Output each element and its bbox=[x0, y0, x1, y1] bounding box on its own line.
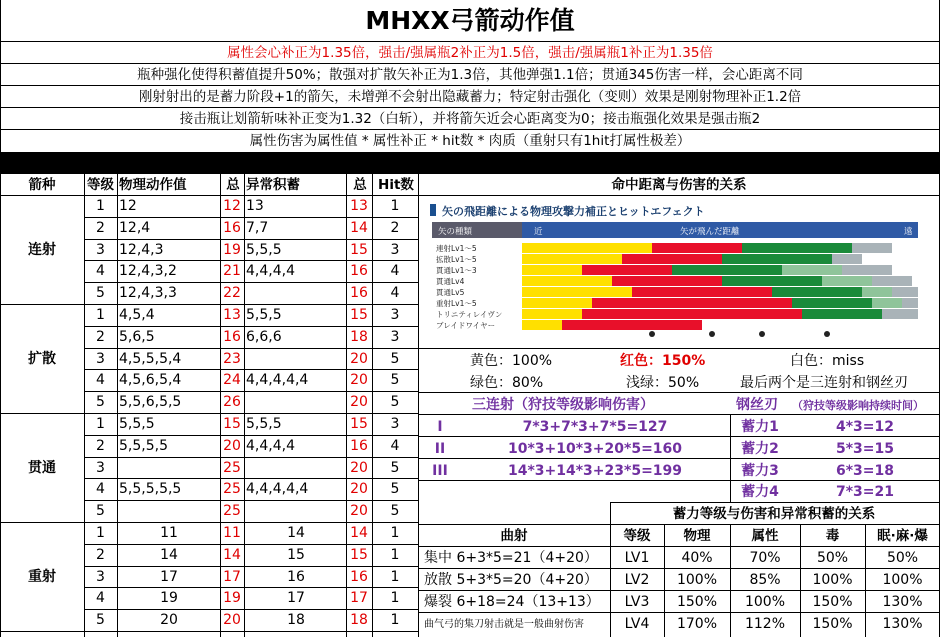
row-line bbox=[84, 348, 418, 349]
row-line bbox=[84, 260, 418, 261]
row-level: 5 bbox=[96, 285, 105, 302]
grid-line bbox=[117, 173, 118, 637]
row-total: 16 bbox=[223, 328, 241, 345]
charge-cell: LV4 bbox=[624, 616, 650, 632]
note-4: 接击瓶让划箭斩味补正变为1.32（白斩），并将箭矢近会心距离变为0；接击瓶强化效果是强击瓶2 bbox=[179, 111, 761, 127]
chart-row-label: 貫通Lv1〜3 bbox=[436, 266, 477, 275]
row-line bbox=[84, 478, 418, 479]
row-buildup: 13 bbox=[246, 198, 264, 214]
grid-line bbox=[418, 524, 940, 525]
charge-cell: 150% bbox=[812, 616, 853, 632]
grid-line bbox=[418, 546, 940, 547]
row-level: 4 bbox=[96, 481, 105, 498]
charge-cell: 150% bbox=[676, 594, 718, 610]
row-line bbox=[84, 369, 418, 370]
row-total2: 14 bbox=[350, 219, 368, 236]
header-distance: 命中距离与伤害的关系 bbox=[611, 177, 747, 193]
chart-near: 近 bbox=[534, 227, 543, 237]
row-line bbox=[84, 217, 418, 218]
row-hits: 1 bbox=[390, 590, 400, 607]
grid-line bbox=[418, 568, 940, 569]
chart-segment-gray bbox=[892, 287, 918, 297]
chart-dot bbox=[824, 331, 830, 337]
row-hits: 5 bbox=[390, 350, 400, 367]
grid-line bbox=[610, 502, 611, 637]
row-motion: 11 bbox=[160, 525, 178, 541]
chart-segment-green bbox=[742, 243, 852, 253]
chart-segment-gray bbox=[842, 265, 892, 275]
chart-segment-lightgreen bbox=[782, 265, 842, 275]
charge-cell: 130% bbox=[882, 594, 923, 610]
row-level: 5 bbox=[96, 612, 105, 629]
row-level: 5 bbox=[96, 394, 105, 411]
chart-segment-red bbox=[582, 265, 672, 275]
row-hits: 3 bbox=[390, 241, 400, 258]
grid-line bbox=[220, 173, 221, 637]
wire-label-3: 蓄力3 bbox=[741, 463, 779, 479]
row-buildup: 5,5,5 bbox=[246, 416, 282, 432]
chart-segment-gray bbox=[902, 298, 918, 308]
curve-row-3: 爆裂 6+18=24（13+13） bbox=[424, 594, 600, 610]
row-hits: 4 bbox=[390, 285, 400, 302]
charge-cell: 等级 bbox=[623, 528, 651, 544]
chart-segment-yellow bbox=[522, 287, 632, 297]
row-motion: 5,5,5 bbox=[119, 416, 155, 432]
row-hits: 4 bbox=[390, 263, 400, 280]
row-total: 23 bbox=[223, 350, 241, 367]
charge-cell: 50% bbox=[816, 550, 849, 566]
row-total2: 14 bbox=[350, 525, 368, 541]
row-motion: 5,5,5,5,5 bbox=[119, 481, 182, 498]
charge-cell: LV1 bbox=[624, 550, 650, 566]
row-motion: 12,4 bbox=[119, 219, 151, 236]
row-motion: 4,5,6,5,4 bbox=[119, 372, 182, 389]
row-total: 26 bbox=[223, 394, 241, 411]
triple-shot-title: 三连射（狩技等级影响伤害） bbox=[472, 397, 654, 413]
curve-row-4: 曲气弓的集刀射击就是一般曲射伤害 bbox=[424, 619, 584, 630]
row-buildup: 18 bbox=[287, 612, 305, 629]
row-total2: 20 bbox=[350, 350, 368, 367]
wire-value-2: 5*3=15 bbox=[835, 441, 895, 457]
row-level: 2 bbox=[96, 328, 105, 345]
wire-label-2: 蓄力2 bbox=[741, 441, 779, 457]
charge-cell: 100% bbox=[676, 572, 718, 588]
row-level: 4 bbox=[96, 590, 105, 607]
chart-header: 矢の飛距離による物理攻撃力補正とヒットエフェクト bbox=[442, 205, 705, 218]
wire-label-1: 蓄力1 bbox=[741, 419, 779, 435]
separator-band bbox=[0, 153, 940, 173]
row-total: 11 bbox=[223, 525, 241, 541]
row-total: 20 bbox=[223, 612, 241, 629]
chart-segment-red bbox=[612, 276, 722, 286]
chart-row-label: ブレイドワイヤー bbox=[436, 321, 496, 330]
group-name: 连射 bbox=[28, 241, 56, 258]
row-motion: 4,5,4 bbox=[119, 307, 155, 323]
row-total2: 15 bbox=[350, 416, 368, 432]
charge-cell: LV3 bbox=[624, 594, 650, 610]
charge-cell: 70% bbox=[749, 550, 781, 566]
grid-line bbox=[0, 129, 940, 130]
row-total: 21 bbox=[223, 263, 241, 280]
row-level: 1 bbox=[96, 307, 105, 323]
chart-segment-red bbox=[562, 320, 702, 330]
header-buildup: 异常积蓄 bbox=[246, 177, 300, 193]
triple-formula-3: 14*3+14*3+23*5=199 bbox=[507, 463, 683, 479]
row-motion: 12,4,3,2 bbox=[119, 263, 177, 280]
row-total2: 16 bbox=[350, 568, 368, 585]
charge-cell: 50% bbox=[886, 550, 919, 566]
curve-row-1: 集中 6+3*5=21（4+20） bbox=[424, 550, 598, 566]
row-motion: 4,5,5,5,4 bbox=[119, 350, 182, 367]
row-buildup: 4,4,4,4 bbox=[246, 263, 295, 280]
note-5: 属性伤害为属性值 * 属性补正 * hit数 * 肉质（重射只有1hit打属性极差） bbox=[249, 133, 691, 149]
triple-formula-2: 10*3+10*3+20*5=160 bbox=[507, 441, 683, 457]
chart-segment-lightgreen bbox=[872, 298, 902, 308]
chart-row-label: 貫通Lv5 bbox=[436, 288, 465, 297]
row-total2: 13 bbox=[350, 198, 368, 214]
grid-line bbox=[730, 414, 731, 502]
chart-segment-yellow bbox=[522, 309, 582, 319]
grid-line bbox=[664, 524, 665, 637]
chart-col-header: 矢の種類 bbox=[438, 227, 473, 237]
row-level: 2 bbox=[96, 437, 105, 454]
chart-dot bbox=[759, 331, 765, 337]
note-3: 刚射射出的是蓄力阶段+1的箭矢，未增弹不会射出隐藏蓄力；特定射击强化（变则）效果是刚射物理补正1.2倍 bbox=[138, 89, 802, 105]
chart-row-label: トリニティレイヴン bbox=[436, 310, 503, 319]
row-hits: 3 bbox=[390, 416, 400, 432]
row-level: 5 bbox=[96, 503, 105, 520]
grid-line bbox=[84, 173, 85, 637]
chart-mid: 矢が飛んだ距離 bbox=[680, 227, 740, 237]
row-hits: 3 bbox=[390, 307, 400, 323]
chart-segment-gray bbox=[832, 254, 862, 264]
row-line bbox=[84, 435, 418, 436]
row-level: 4 bbox=[96, 263, 105, 280]
row-total2: 16 bbox=[350, 437, 368, 454]
chart-segment-yellow bbox=[522, 320, 562, 330]
row-level: 1 bbox=[96, 525, 105, 541]
grid-line bbox=[730, 524, 731, 637]
row-total2: 15 bbox=[350, 546, 368, 563]
grid-line bbox=[0, 63, 940, 64]
charge-cell: 85% bbox=[749, 572, 781, 588]
header-total: 总 bbox=[226, 177, 240, 193]
row-total: 16 bbox=[223, 219, 241, 236]
chart-segment-red bbox=[652, 243, 742, 253]
row-level: 2 bbox=[96, 546, 105, 563]
charge-cell: 物理 bbox=[683, 528, 711, 544]
group-name: 扩散 bbox=[28, 350, 56, 367]
charge-cell: 150% bbox=[812, 594, 853, 610]
group-line bbox=[0, 413, 418, 414]
legend-green: 绿色：80% bbox=[470, 375, 544, 391]
triple-lv-3: III bbox=[432, 463, 448, 479]
legend-lightgreen: 浅绿：50% bbox=[626, 375, 700, 391]
chart-segment-yellow bbox=[522, 276, 612, 286]
row-total: 19 bbox=[223, 590, 241, 607]
grid-line bbox=[418, 612, 940, 613]
row-motion: 14 bbox=[160, 546, 178, 563]
grid-line bbox=[418, 392, 940, 393]
chart-row-label: 連射Lv1〜5 bbox=[436, 244, 477, 253]
legend-white: 白色：miss bbox=[790, 353, 865, 369]
chart-segment-yellow bbox=[522, 298, 592, 308]
chart-segment-green bbox=[772, 287, 862, 297]
row-total2: 17 bbox=[350, 590, 368, 607]
chart-segment-gray bbox=[852, 243, 892, 253]
row-level: 4 bbox=[96, 372, 105, 389]
row-level: 3 bbox=[96, 568, 105, 585]
chart-dot bbox=[709, 331, 715, 337]
note-1: 属性会心补正为1.35倍，强击/强属瓶2补正为1.5倍，强击/强属瓶1补正为1.35倍 bbox=[227, 45, 713, 61]
chart-segment-red bbox=[592, 298, 792, 308]
charge-cell: LV2 bbox=[624, 572, 650, 588]
header-level: 等级 bbox=[87, 177, 114, 193]
row-level: 1 bbox=[96, 416, 105, 432]
charge-cell: 112% bbox=[744, 616, 786, 632]
row-level: 3 bbox=[96, 350, 105, 367]
triple-lv-1: I bbox=[437, 419, 443, 435]
charge-cell: 170% bbox=[676, 616, 718, 632]
row-line bbox=[84, 544, 418, 545]
chart-segment-green bbox=[722, 276, 822, 286]
charge-cell: 100% bbox=[744, 594, 786, 610]
row-total: 25 bbox=[223, 503, 241, 520]
row-line bbox=[84, 326, 418, 327]
row-line bbox=[84, 391, 418, 392]
chart-segment-red bbox=[582, 309, 802, 319]
legend-red: 红色：150% bbox=[620, 353, 706, 369]
row-total: 15 bbox=[223, 416, 241, 432]
row-hits: 5 bbox=[390, 459, 400, 476]
chart-row-label: 重射Lv1〜5 bbox=[436, 299, 477, 308]
row-line bbox=[84, 239, 418, 240]
row-motion: 12 bbox=[119, 198, 137, 214]
chart-segment-green bbox=[722, 254, 832, 264]
grid-line bbox=[865, 524, 866, 637]
chart-segment-red bbox=[632, 287, 772, 297]
triple-lv-2: II bbox=[434, 441, 446, 457]
chart-dot bbox=[649, 331, 655, 337]
header-total2: 总 bbox=[353, 177, 367, 193]
chart-segment-red bbox=[622, 254, 722, 264]
header-hits: Hit数 bbox=[378, 177, 414, 193]
grid-line bbox=[0, 195, 940, 196]
row-hits: 5 bbox=[390, 372, 400, 389]
row-buildup: 5,5,5 bbox=[246, 241, 282, 258]
row-motion: 5,5,6,5,5 bbox=[119, 394, 182, 411]
row-total: 25 bbox=[223, 459, 241, 476]
grid-line bbox=[0, 173, 940, 174]
grid-line bbox=[418, 414, 940, 415]
chart-segment-green bbox=[802, 309, 882, 319]
row-motion: 12,4,3,3 bbox=[119, 285, 177, 302]
group-name: 重射 bbox=[28, 568, 56, 585]
grid-line bbox=[418, 348, 940, 349]
legend-last: 最后两个是三连射和钢丝刃 bbox=[740, 375, 908, 391]
row-total2: 20 bbox=[350, 372, 368, 389]
row-total2: 20 bbox=[350, 503, 368, 520]
row-hits: 1 bbox=[390, 612, 400, 629]
row-motion: 17 bbox=[160, 568, 178, 585]
legend-yellow: 黄色：100% bbox=[470, 353, 553, 369]
row-level: 3 bbox=[96, 459, 105, 476]
row-line bbox=[84, 587, 418, 588]
row-hits: 1 bbox=[390, 525, 400, 541]
row-hits: 4 bbox=[390, 437, 400, 454]
wire-title: 钢丝刃 bbox=[736, 397, 778, 413]
header-motion: 物理动作值 bbox=[119, 177, 187, 193]
row-level: 3 bbox=[96, 241, 105, 258]
curve-row-2: 放散 5+3*5=20（4+20） bbox=[424, 572, 598, 588]
row-total2: 15 bbox=[350, 307, 368, 323]
group-line bbox=[0, 631, 418, 632]
row-hits: 1 bbox=[390, 198, 400, 214]
row-line bbox=[84, 500, 418, 501]
row-total2: 20 bbox=[350, 459, 368, 476]
row-hits: 5 bbox=[390, 481, 400, 498]
wire-value-3: 6*3=18 bbox=[835, 463, 895, 479]
triple-formula-1: 7*3+7*3+7*5=127 bbox=[522, 419, 668, 435]
row-total: 19 bbox=[223, 241, 241, 258]
row-motion: 12,4,3 bbox=[119, 241, 164, 258]
row-hits: 1 bbox=[390, 546, 400, 563]
page-title: MHXX弓箭动作值 bbox=[365, 6, 575, 35]
grid-line bbox=[418, 480, 940, 481]
grid-line bbox=[0, 107, 940, 108]
row-buildup: 16 bbox=[287, 568, 305, 585]
row-total: 12 bbox=[223, 198, 241, 214]
row-total: 13 bbox=[223, 307, 241, 323]
row-line bbox=[84, 609, 418, 610]
row-total2: 20 bbox=[350, 481, 368, 498]
row-total2: 18 bbox=[350, 328, 368, 345]
charge-title: 蓄力等级与伤害和异常积蓄的关系 bbox=[672, 506, 876, 522]
row-motion: 19 bbox=[160, 590, 178, 607]
row-buildup: 15 bbox=[287, 546, 305, 563]
row-line bbox=[84, 566, 418, 567]
row-total2: 15 bbox=[350, 241, 368, 258]
row-hits: 5 bbox=[390, 503, 400, 520]
grid-line bbox=[0, 0, 1, 637]
grid-line bbox=[372, 173, 373, 637]
row-motion: 5,5,5,5 bbox=[119, 437, 168, 454]
curve-title: 曲射 bbox=[500, 528, 528, 544]
row-buildup: 4,4,4,4,4 bbox=[246, 372, 309, 389]
row-total: 24 bbox=[223, 372, 241, 389]
chart-header-marker bbox=[430, 204, 436, 216]
row-total2: 16 bbox=[350, 263, 368, 280]
row-total2: 18 bbox=[350, 612, 368, 629]
chart-far: 遠 bbox=[904, 227, 913, 237]
group-line bbox=[0, 522, 418, 523]
wire-value-1: 4*3=12 bbox=[835, 419, 895, 435]
row-motion: 20 bbox=[160, 612, 178, 629]
row-motion: 5,6,5 bbox=[119, 328, 155, 345]
grid-line bbox=[0, 41, 940, 42]
chart-segment-lightgreen bbox=[862, 287, 892, 297]
row-total: 22 bbox=[223, 285, 241, 302]
wire-subtitle: （狩技等级影响持续时间） bbox=[792, 399, 924, 412]
grid-line bbox=[346, 173, 347, 637]
chart-segment-green bbox=[792, 298, 872, 308]
row-hits: 3 bbox=[390, 328, 400, 345]
row-line bbox=[84, 457, 418, 458]
grid-line bbox=[418, 436, 940, 437]
row-line bbox=[84, 282, 418, 283]
row-hits: 5 bbox=[390, 394, 400, 411]
charge-cell: 眠·麻·爆 bbox=[877, 528, 928, 544]
grid-line bbox=[0, 152, 940, 153]
grid-line bbox=[610, 502, 940, 503]
grid-line bbox=[800, 524, 801, 637]
chart-segment-green bbox=[672, 265, 782, 275]
wire-value-4: 7*3=21 bbox=[835, 484, 895, 500]
row-buildup: 5,5,5 bbox=[246, 307, 282, 323]
chart-segment-yellow bbox=[522, 254, 622, 264]
row-buildup: 7,7 bbox=[246, 219, 269, 236]
grid-line bbox=[0, 85, 940, 86]
chart-segment-gray bbox=[882, 309, 918, 319]
charge-cell: 毒 bbox=[825, 528, 840, 544]
row-hits: 2 bbox=[390, 219, 400, 236]
row-level: 2 bbox=[96, 219, 105, 236]
grid-line bbox=[418, 590, 940, 591]
chart-row-label: 拡散Lv1〜5 bbox=[436, 255, 477, 264]
group-name: 贯通 bbox=[28, 459, 56, 476]
row-buildup: 14 bbox=[287, 525, 305, 541]
charge-cell: 100% bbox=[812, 572, 853, 588]
row-buildup: 4,4,4,4,4 bbox=[246, 481, 309, 498]
row-total2: 20 bbox=[350, 394, 368, 411]
row-total2: 16 bbox=[350, 285, 368, 302]
row-total: 14 bbox=[223, 546, 241, 563]
charge-cell: 130% bbox=[882, 616, 923, 632]
chart-segment-gray bbox=[872, 276, 912, 286]
grid-line bbox=[418, 458, 940, 459]
row-buildup: 6,6,6 bbox=[246, 328, 282, 345]
row-total: 17 bbox=[223, 568, 241, 585]
row-total: 20 bbox=[223, 437, 241, 454]
row-buildup: 17 bbox=[287, 590, 305, 607]
row-level: 1 bbox=[96, 198, 105, 214]
chart-segment-yellow bbox=[522, 243, 652, 253]
distance-chart bbox=[430, 200, 930, 350]
chart-segment-lightgreen bbox=[822, 276, 872, 286]
chart-row-label: 貫通Lv4 bbox=[436, 277, 465, 286]
charge-cell: 40% bbox=[681, 550, 713, 566]
note-2: 瓶种强化使得积蓄值提升50%；散强对扩散矢补正为1.3倍，其他弹强1.1倍；贯通345伤害一样，会心距离不同 bbox=[137, 67, 803, 83]
grid-line bbox=[244, 173, 245, 637]
charge-cell: 属性 bbox=[751, 528, 779, 544]
chart-segment-yellow bbox=[522, 265, 582, 275]
row-hits: 1 bbox=[390, 568, 400, 585]
wire-label-4: 蓄力4 bbox=[741, 484, 779, 500]
group-line bbox=[0, 304, 418, 305]
row-total: 25 bbox=[223, 481, 241, 498]
charge-cell: 100% bbox=[882, 572, 923, 588]
row-buildup: 4,4,4,4 bbox=[246, 437, 295, 454]
header-type: 箭种 bbox=[28, 177, 56, 193]
